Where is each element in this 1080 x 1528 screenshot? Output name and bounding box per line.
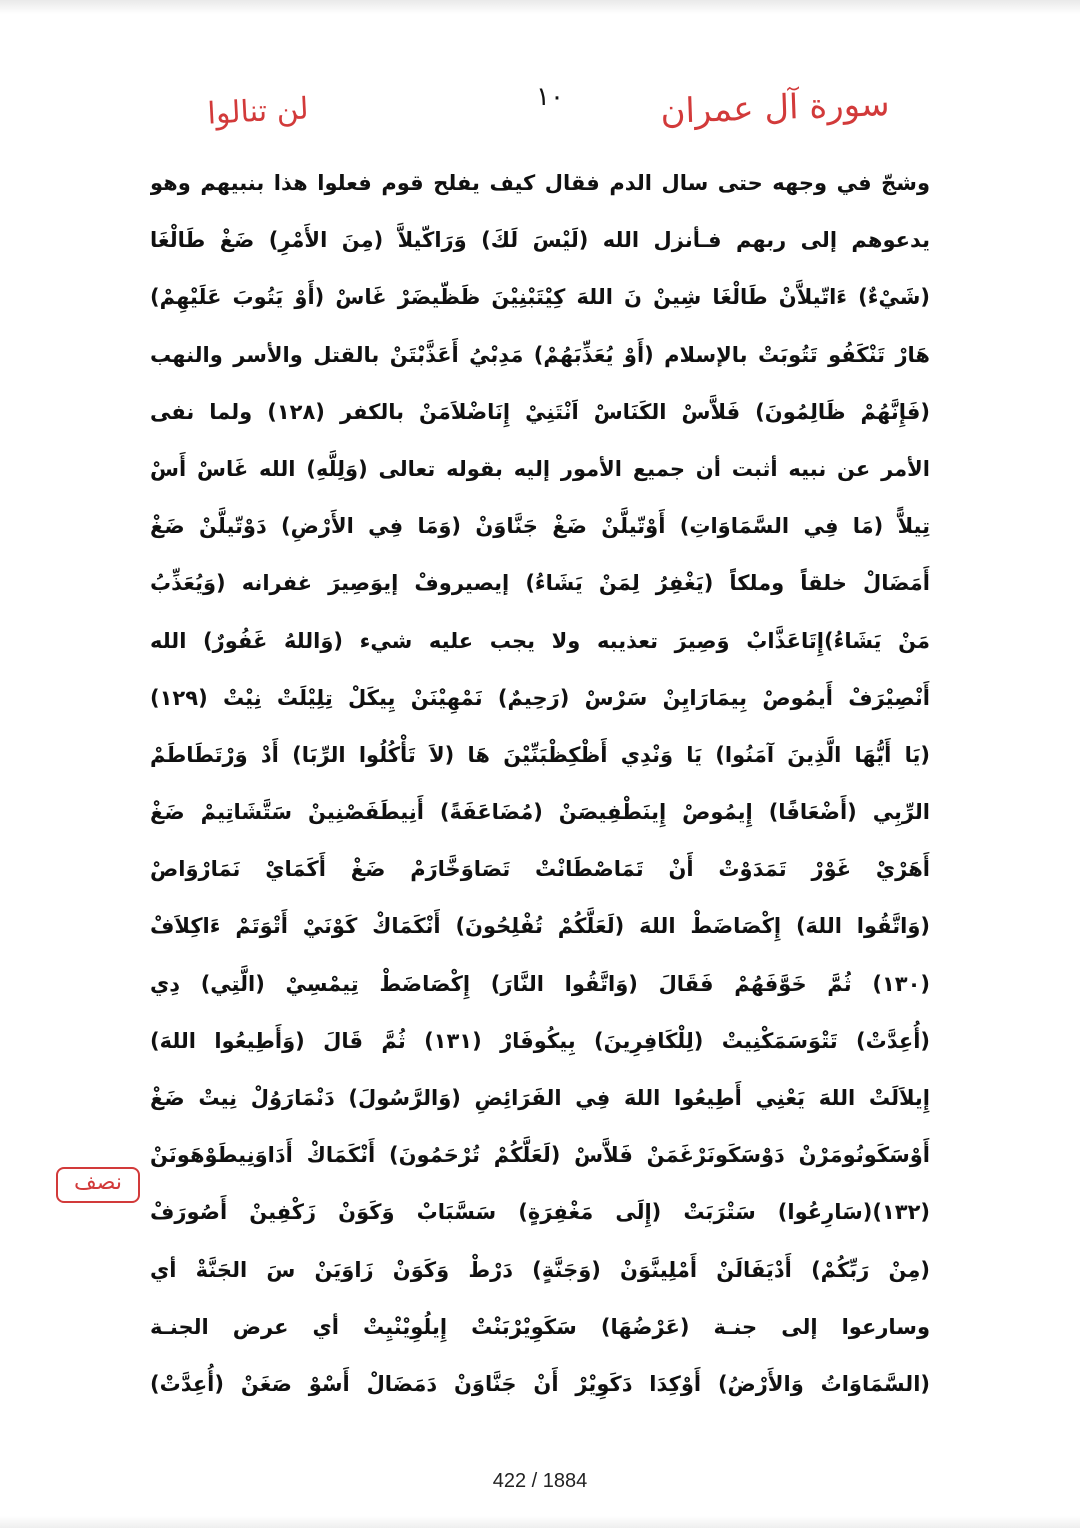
scan-top-edge	[0, 0, 1080, 14]
text-line-9: مَنْ يَشَاءُ)إِتَاعَذَّابْ وَصِيرَ تعذيبه ولا يجب عليه شيء (وَاللهُ غَفُورٌ) الله	[150, 628, 930, 653]
text-line-2: يدعوهم إلى ربهم فـأنزل الله (لَيْسَ لَكَ) وَرَاكّيلاَّ (مِنَ الأَمْرِ) ضَغْ طَالْغَا	[150, 228, 930, 253]
text-line-14: (وَاتَّقُوا اللهَ) إِكْصَاضَطْ اللهَ (لَعَلَّكُمْ تُفْلِحُونَ) أَنْكَمَاكْ كَوْنَيْ أَتْوَتَمْ ءَاكِلاَفْ	[150, 914, 930, 939]
text-line-8: أَمَضَالْ خلقاً وملكاً (يَغْفِرُ لِمَنْ يَشَاءُ) إيصيروفْ إيوَصِيرَ غفرانه (وَيُعَذِّبُ	[150, 571, 930, 596]
text-line-12: الرِّبِي (أَضْعَافًا) إِيمُوصْ إِينَطْفِيصَنْ (مُضَاعَفَةً) أَنِيطَفَصْنِينْ سَتَّشَاتِيمْ ضَغْ	[150, 800, 930, 825]
text-line-5: (فَإِنَّهُمْ ظَالِمُونَ) فَلاَّسْ الكَنَاسْ اَنْتَنِيْ إِنَاضْلاَمَنْ بالكفر (١٢٨) ولما نفى	[150, 399, 930, 424]
text-line-16: (أُعِدَّتْ) تَتْوَسَمَكْنِيتْ (لِلْكَافِرِينَ) بِيكُوفَارْ (١٣١) ثُمَّ قَالَ (وَأَطِيعُوا اللهَ)	[150, 1028, 930, 1053]
text-line-22: (السَّمَاوَاتُ وَالأَرْضُ) أَوْكِدَا دَكَوِيْرْ أَنْ جَنَّاوَنْ دَمَضَالْ أَسْوْ صَغَنْ (أُعِدَّتْ)	[150, 1371, 930, 1396]
text-line-15: (١٣٠) ثُمَّ خَوَّفَهُمْ فَقَالَ (وَاتَّقُوا النَّارَ) إِكْصَاضَطْ تِيمْسِيْ (الَّتِي) دِي	[150, 971, 930, 996]
page-body-text	[150, 155, 930, 1413]
pdf-page-indicator: 422 / 1884	[492, 1470, 588, 1492]
text-line-10: أَنْصِيْرَفْ أَيمُوصْ بِيمَارَايِنْ سَرْسْ (رَحِيمٌ) نَمْهِيْنَنْ يِيكَلْ تِلِيْلَتْ نِيْتْ (١٢٩)	[150, 685, 930, 710]
scan-bottom-edge	[0, 1516, 1080, 1528]
text-line-19: (١٣٢)(سَارِعُوا) سَتْرَبَتْ (إِلَى مَغْفِرَةٍ) سَسَّبَابْ وَكَوَنْ زَكْفِينْ أَصُورَفْ	[150, 1200, 930, 1225]
juz-note-handwritten: لن تنالوا	[206, 91, 310, 132]
text-line-20: (مِنْ رَبِّكُمْ) أَدْيَفَالَنْ أَمْلِينَّوَنْ (وَجَنَّةٍ) دَرْطْ وَكَوَنْ زَاوَيَنْ سَ الجَنَّةْ أي	[150, 1257, 930, 1282]
text-line-4: هَارْ تَنْكَفُو تَتُوبَتْ بالإسلام (أَوْ يُعَذِّبَهُمْ) مَدِبْيُ أَعَذَّبْتَنْ بالقتل والأسر والنهب	[150, 342, 930, 367]
page-number: ١٠	[536, 82, 564, 112]
text-line-6: الأمر عن نبيه أثبت أن جميع الأمور إليه بقوله تعالى (وَلِلَّهِ) الله غَاسْ أَسْ	[150, 456, 930, 481]
text-line-11: (يَا أَيُّهَا الَّذِينَ آمَنُوا) يَا وَنْدِي أَظْكِظْبَنِّيْنَ هَا (لاَ تَأْكُلُوا الرِّبَا) أَدْ وَرْتَطَاطَمْ	[150, 742, 930, 767]
text-line-21: وسارعوا إلى جنـة (عَرْضُهَا) سَكَوِيْرْبَنْتْ إِيلُوِيْنْيِتْ أي عرض الجنـة	[150, 1314, 930, 1339]
text-line-7: تِيلاًّ (مَا فِي السَّمَاوَاتِ) أَوْتّيلَّنْ ضَغْ جَنَّاوَنْ (وَمَا فِي الأَرْضِ) دَوْتّيلَّنْ ضَغْ	[150, 514, 930, 539]
text-line-1: وشجّ في وجهه حتى سال الدم فقال كيف يفلح قوم فعلوا هذا بنبيهم وهو	[150, 171, 930, 195]
margin-note-handwritten: نصف	[74, 1170, 122, 1195]
text-line-18: أَوْسَكَونُومَرْنْ دَوْسَكَونَرْغَمَنْ فَلاَّسْ (لَعَلَّكُمْ تُرْحَمُونَ) أَنْكَمَاكْ أَدَاوَنِيطَوْهَونَنْ	[150, 1143, 930, 1168]
text-line-3: (شَيْءٌ) ءَاتّيلاَّنْ طَالْغَا شِينْ نَ اللهَ كِيْتَبْنِيْنَ ظَظّيضَرْ غَاسْ (أَوْ يَتُوبَ عَلَيْهِمْ)	[150, 285, 930, 310]
text-line-17: إِيلاَلَتْ اللهَ يَعْنِي أَطِيعُوا اللهَ فِي الفَرَائِضِ (وَالرَّسُولَ) دَنْمَارَوُلْ نِيتْ ضَغْ	[150, 1086, 930, 1110]
surah-name-handwritten: سورة آل عمران	[659, 84, 891, 132]
text-line-13: أَهَرْيْ غَوْرْ تَمَدَوْتْ أَنْ تَمَاصْطَانْتْ تَصَاوَخَّارَمْ ضَغْ أَكَمَايْ نَمَارْوَاصْ	[150, 857, 930, 882]
